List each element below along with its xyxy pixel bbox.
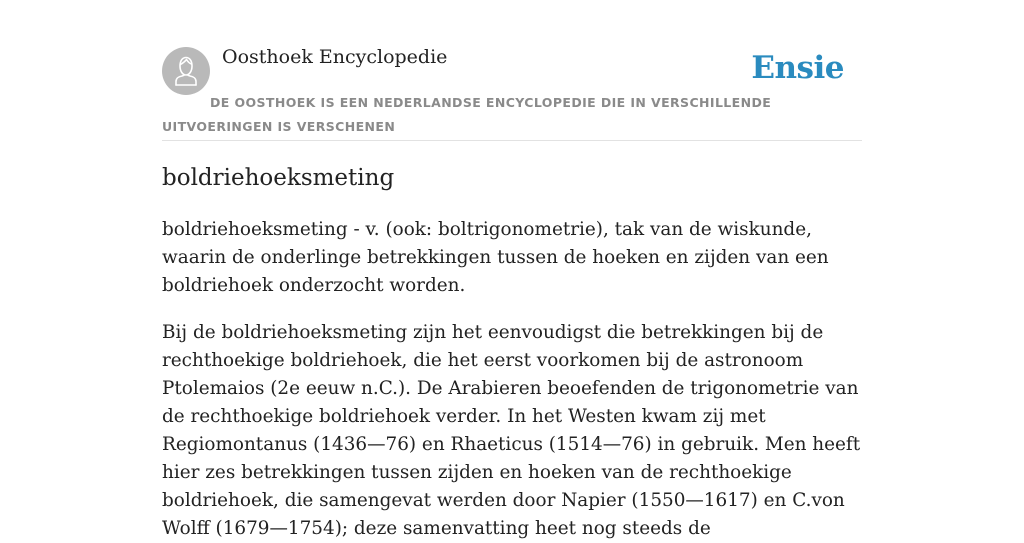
site-header (162, 44, 862, 141)
article-paragraph: boldriehoeksmeting - v. (ook: boltrigonometrie), tak van de wiskunde, waarin de onderlinge betrekkingen tussen de hoeken en zijden van een boldriehoek onderzocht worden. (162, 219, 829, 296)
brand-logo[interactable]: Ensie (751, 50, 844, 86)
site-name[interactable]: Oosthoek Encyclopedie (222, 46, 448, 68)
user-icon[interactable] (162, 47, 210, 95)
article-paragraph: Bij de boldriehoeksmeting zijn het eenvoudigst die betrekkingen bij de rechthoekige boldriehoek, die het eerst voorkomen bij de astronoom Ptolemaios (2e eeuw n.C.). De Arabieren beoefenden de trigonometrie van de rechthoekige boldriehoek verder. In het Westen kwam zij met Regiomontanus (1436—76) en Rhaeticus (1514—76) in gebruik. Men heeft hier zes betrekkingen tussen zijden en hoeken van de rechthoekige boldriehoek, die samengevat werden door Napier (1550—1617) en C.von Wolff (1679—1754); deze samenvatting heet nog steeds de (162, 322, 861, 539)
site-tagline: DE OOSTHOEK IS EEN NEDERLANDSE ENCYCLOPEDIE DIE IN VERSCHILLENDE UITVOERINGEN IS VERSCHENEN (162, 95, 772, 134)
article-title: boldriehoeksmeting (162, 165, 395, 191)
article (162, 160, 864, 543)
